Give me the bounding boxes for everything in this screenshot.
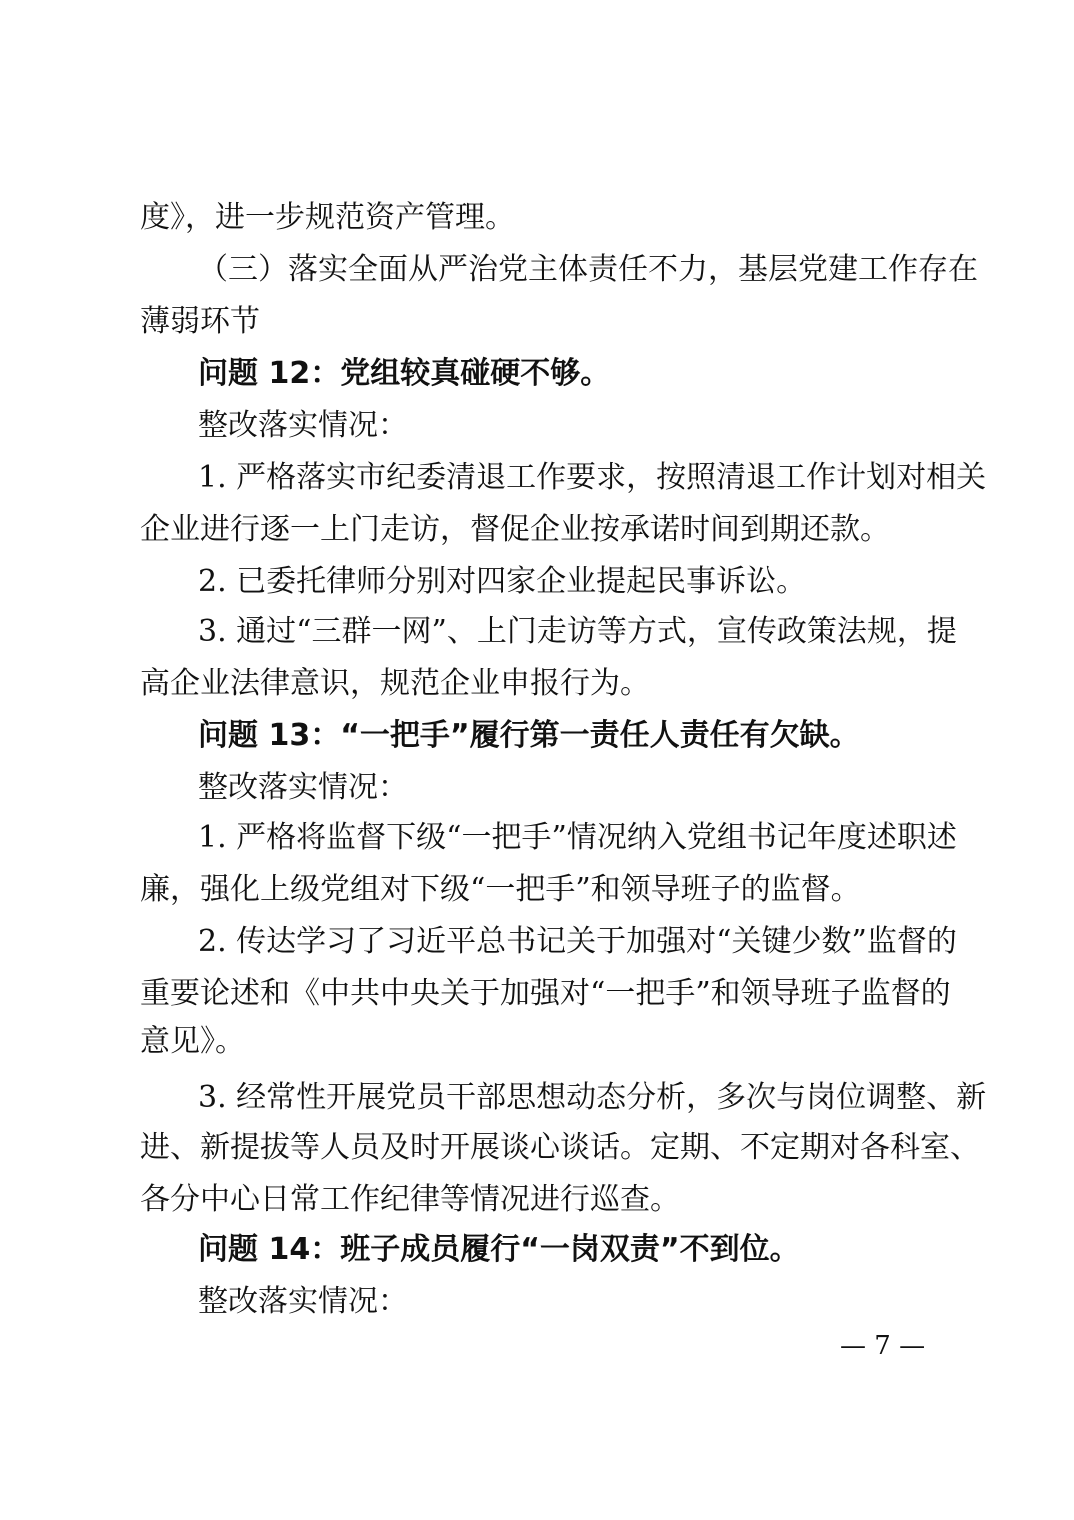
paragraph-line: 2. 传达学习了习近平总书记关于加强对“关键少数”监督的 (198, 924, 957, 959)
paragraph-line: 各分中心日常工作纪律等情况进行巡查。 (140, 1182, 680, 1217)
paragraph-line: 意见》。 (140, 1024, 245, 1059)
paragraph-line: 3. 通过“三群一网”、上门走访等方式，宣传政策法规，提 (198, 614, 957, 649)
paragraph-line: 度》，进一步规范资产管理。 (140, 200, 515, 235)
paragraph-line: 整改落实情况： (198, 1284, 408, 1319)
paragraph-line: 1. 严格将监督下级“一把手”情况纳入党组书记年度述职述 (198, 820, 957, 855)
problem-heading: 问题 12：党组较真碰硬不够。 (198, 356, 611, 391)
paragraph-line: 廉，强化上级党组对下级“一把手”和领导班子的监督。 (140, 872, 861, 907)
paragraph-line: 重要论述和《中共中央关于加强对“一把手”和领导班子监督的 (140, 976, 951, 1011)
problem-heading: 问题 13：“一把手”履行第一责任人责任有欠缺。 (198, 718, 860, 753)
paragraph-line: 2. 已委托律师分别对四家企业提起民事诉讼。 (198, 564, 807, 599)
paragraph-line: 高企业法律意识，规范企业申报行为。 (140, 666, 650, 701)
paragraph-line: 整改落实情况： (198, 770, 408, 805)
paragraph-line: 3. 经常性开展党员干部思想动态分析，多次与岗位调整、新 (198, 1080, 987, 1115)
section-heading: 薄弱环节 (140, 304, 260, 339)
paragraph-line: 1. 严格落实市纪委清退工作要求，按照清退工作计划对相关 (198, 460, 987, 495)
paragraph-line: 企业进行逐一上门走访，督促企业按承诺时间到期还款。 (140, 512, 890, 547)
section-heading: （三）落实全面从严治党主体责任不力，基层党建工作存在 (198, 252, 978, 287)
paragraph-line: 整改落实情况： (198, 408, 408, 443)
page-number: — 7 — (840, 1331, 926, 1361)
paragraph-line: 进、新提拔等人员及时开展谈心谈话。定期、不定期对各科室、 (140, 1130, 980, 1165)
problem-heading: 问题 14：班子成员履行“一岗双责”不到位。 (198, 1232, 800, 1267)
